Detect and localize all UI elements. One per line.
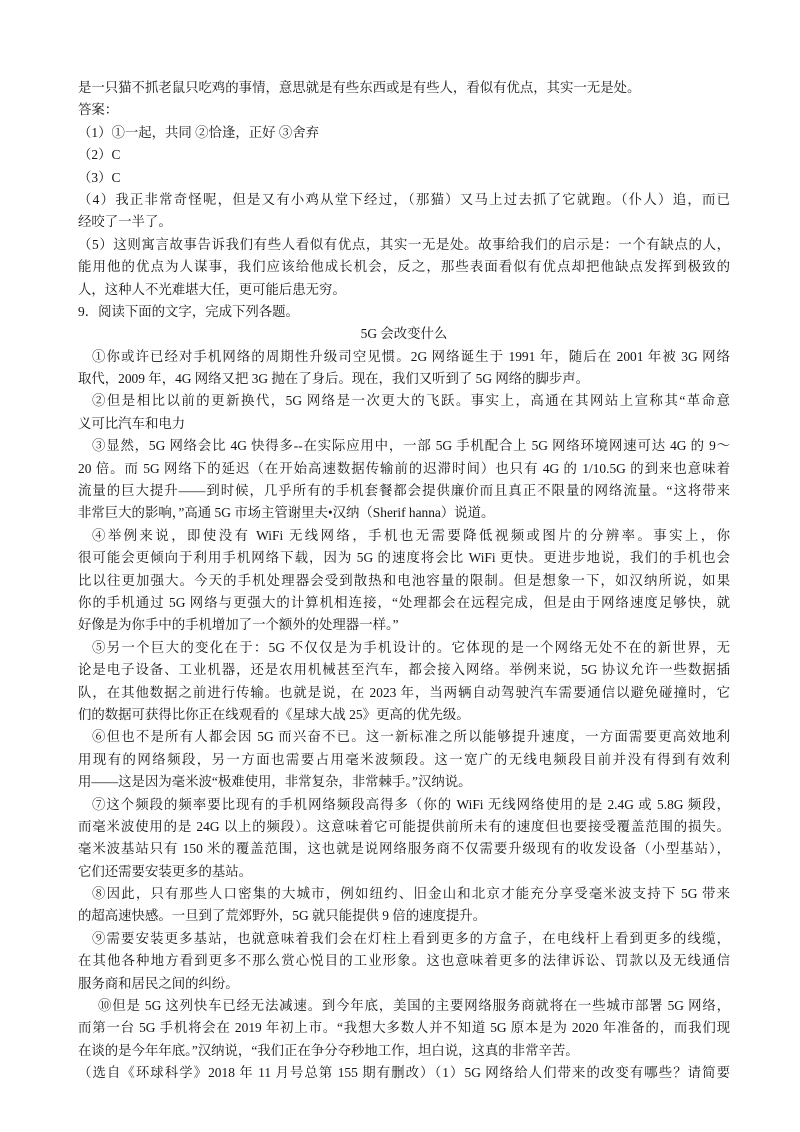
text-line: （3）C xyxy=(78,169,121,185)
text-line: 很可能会更倾向于利用手机网络下载，因为 5G 的速度将会比 WiFi 更快。更进步地说，我们的手机也会 xyxy=(78,550,730,566)
article-paragraph-5 xyxy=(78,637,730,727)
text-line: （1）①一起，共同 ②恰逢，正好 ③舍弃 xyxy=(78,124,320,140)
text-line: 能用他的优点为人谋事，我们应该给他成长机会，反之，那些表面看似有优点却把他缺点发挥到极致的 xyxy=(78,259,730,275)
text-line: （2）C xyxy=(78,147,121,163)
article-paragraph-2 xyxy=(78,390,730,435)
text-line: （4）我正非常奇怪呢，但是又有小鸡从堂下经过，（那猫）又马上过去抓了它就跑。（仆人）追，而已 xyxy=(78,191,730,207)
answer-item-3 xyxy=(78,167,730,189)
text-line: 们的数据可获得比你正在线观看的《星球大战 25》更高的优先级。 xyxy=(78,706,470,722)
text-line: ①你或许已经对手机网络的周期性升级司空见惯。2G 网络诞生于 1991 年，随后在 2001 年被 3G 网络 xyxy=(92,348,730,364)
article-paragraph-1 xyxy=(78,346,730,391)
text-line: ⑩但是 5G 这列快车已经无法减速。到今年底，美国的主要网络服务商就将在一些城市部署 5G 网络， xyxy=(98,998,730,1014)
text-line: 你的手机通过 5G 网络与更强大的计算机相连接，“处理都会在远程完成，但是由于网络速度足够快，就 xyxy=(78,594,730,610)
answer-item-5 xyxy=(78,234,730,301)
text-line: （5）这则寓言故事告诉我们有些人看似有优点，其实一无是处。故事给我们的启示是：一个有缺点的人， xyxy=(78,236,730,252)
text-line: 比以往更加强大。今天的手机处理器会受到散热和电池容量的限制。但是想象一下，如汉纳所说，如果 xyxy=(78,572,730,588)
text-line: ④举例来说，即使没有 WiFi 无线网络，手机也无需要降低视频或图片的分辨率。事实上，你 xyxy=(92,527,730,543)
preface-paragraph xyxy=(78,77,730,99)
text-line: ⑦这个频段的频率要比现有的手机网络频段高得多（你的 WiFi 无线网络使用的是 2.4G 或 5.8G 频段， xyxy=(92,796,730,812)
text-line: 人，这种人不光难堪大任，更可能后患无穷。 xyxy=(78,281,346,297)
text-line: 经咬了一半了。 xyxy=(78,214,172,230)
article-paragraph-10 xyxy=(78,995,730,1062)
answer-item-1 xyxy=(78,122,730,144)
article-paragraph-9 xyxy=(78,928,730,995)
text-line: 它们还需要安装更多的基站。 xyxy=(78,863,253,879)
text-line: 流量的巨大提升——到时候，几乎所有的手机套餐都会提供廉价而且真正不限量的网络流量。“这将带来 xyxy=(78,483,730,499)
text-line: 而毫米波使用的是 24G 以上的频段）。这意味着它可能提供前所未有的速度但也要接受覆盖范围的损失。 xyxy=(78,818,730,834)
text-line: ⑥但也不是所有人都会因 5G 而兴奋不已。这一新标准之所以能够提升速度，一方面需要更高效地利 xyxy=(92,729,730,745)
text-line: 论是电子设备、工业机器，还是农用机械甚至汽车，都会接入网络。举例来说，5G 协议允许一些数据插 xyxy=(78,662,730,678)
text-column xyxy=(78,77,730,1085)
text-line: 义可比汽车和电力 xyxy=(78,415,186,431)
text-line: 的超高速快感。一旦到了荒郊野外，5G 就只能提供 9 倍的速度提升。 xyxy=(78,908,487,924)
article-paragraph-6 xyxy=(78,726,730,793)
text-line: 用现有的网络频段，另一方面也需要占用毫米波频段。这一宽广的无线电频段目前并没有得到有效利 xyxy=(78,751,730,767)
text-line: 是一只猫不抓老鼠只吃鸡的事情，意思就是有些东西或是有些人，看似有优点，其实一无是处。 xyxy=(78,80,641,95)
text-line: 在其他各种地方看到更多不那么赏心悦目的工业形象。这也意味着更多的法律诉讼、罚款以及无线通信 xyxy=(78,953,730,969)
answer-heading: 答案： xyxy=(78,102,119,118)
text-line: 毫米波基站只有 150 米的覆盖范围，这也就是说网络服务商不仅需要升级现有的收发设备（小型基站）， xyxy=(78,841,730,857)
source-line: （选自《环球科学》2018 年 11 月号总第 155 期有删改）（1）5G 网络给人们带来的改变有哪些？请简要 xyxy=(78,1065,730,1081)
text-line: ⑤另一个巨大的变化在于：5G 不仅仅是为手机设计的。它体现的是一个网络无处不在的新世界，无 xyxy=(92,639,730,655)
text-line: 非常巨大的影响，”高通 5G 市场主管谢里夫•汉纳（Sherif hanna）说道。 xyxy=(78,505,495,521)
answer-item-4 xyxy=(78,189,730,234)
text-line: 好像是为你手中的手机增加了一个额外的处理器一样。” xyxy=(78,617,399,633)
question-prompt: 9．阅读下面的文字，完成下列各题。 xyxy=(78,303,299,319)
article-paragraph-8 xyxy=(78,883,730,928)
text-line: ③显然，5G 网络会比 4G 快得多--在实际应用中，一部 5G 手机配合上 5G 网络环境网速可达 4G 的 9～ xyxy=(92,438,730,454)
answer-item-2 xyxy=(78,144,730,166)
text-line: 取代，2009 年，4G 网络又把 3G 抛在了身后。现在，我们又听到了 5G 网络的脚步声。 xyxy=(78,371,590,387)
article-paragraph-4 xyxy=(78,525,730,637)
text-line: ⑧因此，只有那些人口密集的大城市，例如纽约、旧金山和北京才能充分享受毫米波支持下 5G 带来 xyxy=(92,886,730,902)
text-line: ⑨需要安装更多基站，也就意味着我们会在灯柱上看到更多的方盒子，在电线杆上看到更多的线缆， xyxy=(92,930,730,946)
text-line: 20 倍。而 5G 网络下的延迟（在开始高速数据传输前的迟滞时间）也只有 4G 的 1/10.5G 的到来也意味着 xyxy=(78,460,730,476)
text-line: 在谈的是今年年底。”汉纳说，“我们正在争分夺秒地工作，坦白说，这真的非常辛苦。 xyxy=(78,1042,579,1058)
text-line: 而第一台 5G 手机将会在 2019 年初上市。“我想大多数人并不知道 5G 原本是为 2020 年准备的，而我们现 xyxy=(78,1020,730,1036)
article-paragraph-7 xyxy=(78,794,730,884)
article-title: 5G 会改变什么 xyxy=(360,326,448,342)
text-line: 服务商和居民之间的纠纷。 xyxy=(78,975,239,991)
article-paragraph-3 xyxy=(78,435,730,525)
text-line: 用——这是因为毫米波“极难使用，非常复杂，非常棘手。”汉纳说。 xyxy=(78,774,472,790)
text-line: 队，在其他数据之前进行传输。也就是说，在 2023 年，当两辆自动驾驶汽车需要通信以避免碰撞时，它 xyxy=(78,684,730,700)
text-line: ②但是相比以前的更新换代，5G 网络是一次更大的飞跃。事实上，高通在其网站上宣称其“革命意 xyxy=(92,393,730,409)
